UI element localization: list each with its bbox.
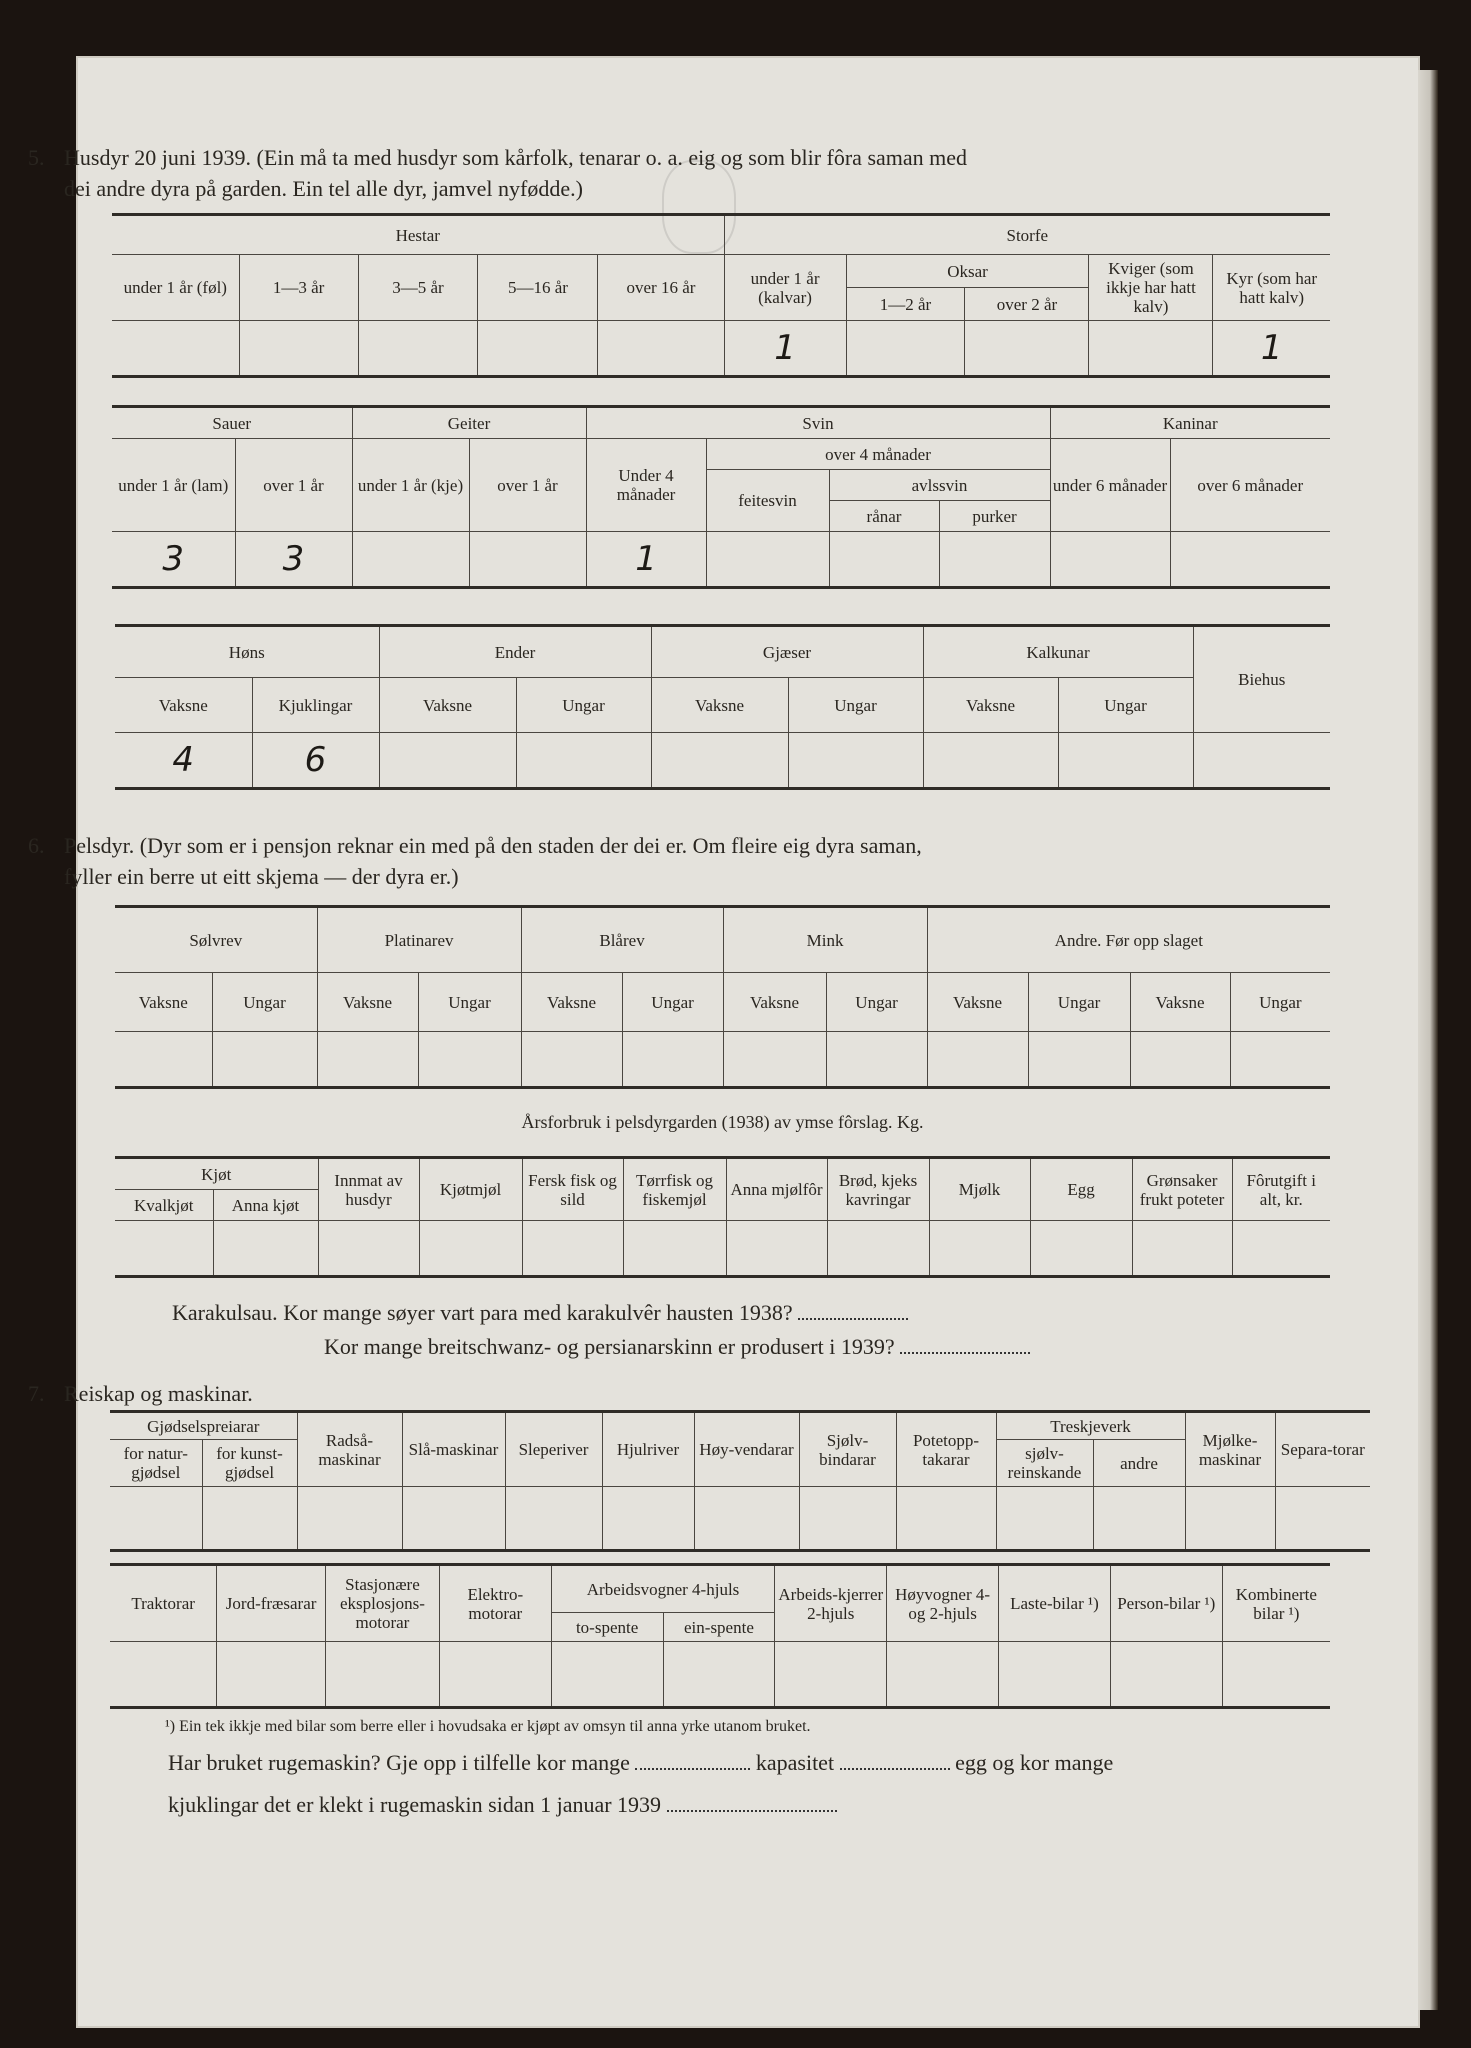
value-cell[interactable] (726, 1221, 827, 1277)
value-cell[interactable] (326, 1642, 440, 1708)
value-cell[interactable] (358, 321, 478, 377)
kjot-header: Kjøt (115, 1158, 318, 1190)
hestar-storfe-table (112, 213, 1330, 378)
karakul-question-2: Kor mange breitschwanz- og persianarskinn er produsert i 1939? (324, 1334, 895, 1359)
egg-header: Egg (1030, 1158, 1132, 1221)
hestar-3-5: 3—5 år (358, 255, 478, 321)
sauer-svin-values-row (112, 532, 1330, 588)
ender-vaksne: Vaksne (379, 678, 516, 733)
value-cell[interactable] (1089, 321, 1213, 377)
hoyvendarar-header: Høy-vendarar (694, 1412, 799, 1487)
torrfisk-header: Tørrfisk og fiskemjøl (623, 1158, 726, 1221)
anna-kjot-header: Anna kjøt (213, 1190, 318, 1221)
andre-vaksne-2: Vaksne (1130, 973, 1230, 1032)
value-cell[interactable] (469, 532, 586, 588)
value-cell[interactable] (1222, 1642, 1330, 1708)
avlssvin: avlssvin (829, 470, 1050, 501)
mjolk-header: Mjølk (929, 1158, 1030, 1221)
forbruk-title: Årsforbruk i pelsdyrgarden (1938) av ymse fôrslag. Kg. (521, 1112, 924, 1132)
section5-heading (28, 142, 1333, 204)
forbruk-table (115, 1156, 1330, 1278)
biehus-header: Biehus (1193, 626, 1330, 733)
value-cell[interactable] (826, 1032, 927, 1088)
value-cell[interactable] (1185, 1487, 1275, 1551)
reiskap-2-values-row (110, 1642, 1330, 1708)
hjulriver-header: Hjulriver (602, 1412, 694, 1487)
kaninar-under6: under 6 månader (1050, 439, 1170, 532)
value-cell[interactable] (419, 1221, 522, 1277)
andre-ungar-2: Ungar (1230, 973, 1330, 1032)
hestar-over16: over 16 år (598, 255, 724, 321)
section5-number: 5. (28, 145, 45, 170)
platinarev-header: Platinarev (317, 907, 521, 973)
value-cell[interactable] (115, 1032, 212, 1088)
section7-number: 7. (28, 1381, 45, 1406)
value-cell[interactable] (217, 1642, 326, 1708)
value-cell[interactable] (551, 1642, 663, 1708)
value-cell[interactable] (352, 532, 469, 588)
value-cell[interactable] (110, 1487, 202, 1551)
value-cell[interactable] (317, 1032, 418, 1088)
value-cell[interactable] (799, 1487, 896, 1551)
value-cell[interactable]: 4 (115, 733, 252, 789)
oksar-header: Oksar (846, 255, 1089, 288)
value-cell[interactable] (522, 1221, 623, 1277)
hestar-storfe-values-row (112, 321, 1330, 377)
section6-number: 6. (28, 833, 45, 858)
value-cell[interactable] (996, 1487, 1093, 1551)
potetopptakarar-header: Potetopp-takarar (896, 1412, 996, 1487)
value-cell[interactable]: 3 (235, 532, 352, 588)
fjorfe-table (115, 624, 1330, 790)
pelsdyr-values-row (115, 1032, 1330, 1088)
value-cell[interactable] (516, 733, 651, 789)
purker: purker (939, 501, 1050, 532)
value-cell[interactable] (418, 1032, 521, 1088)
gronsaker-header: Grønsaker frukt poteter (1132, 1158, 1232, 1221)
value-cell[interactable]: 1 (724, 321, 846, 377)
rugemaskin-block (168, 1746, 1328, 1822)
sauer-over1: over 1 år (235, 439, 352, 532)
reiskap-table-1 (110, 1410, 1365, 1552)
value-cell[interactable] (478, 321, 598, 377)
value-cell[interactable] (829, 532, 939, 588)
geiter-header: Geiter (352, 407, 586, 439)
value-cell[interactable] (439, 1642, 551, 1708)
tospente-header: to-spente (551, 1613, 663, 1642)
value-cell[interactable] (602, 1487, 694, 1551)
elektromotorar-header: Elektro-motorar (439, 1565, 551, 1642)
svin-header: Svin (586, 407, 1050, 439)
geiter-under1: under 1 år (kje) (352, 439, 469, 532)
value-cell[interactable] (1110, 1642, 1222, 1708)
gjodsel-header: Gjødselspreiarar (110, 1412, 297, 1440)
for-kunst-header: for kunst-gjødsel (202, 1440, 297, 1487)
value-cell[interactable] (923, 733, 1058, 789)
value-cell[interactable] (1170, 532, 1330, 588)
feitesvin: feitesvin (706, 470, 829, 532)
for-natur-header: for natur-gjødsel (110, 1440, 202, 1487)
value-cell[interactable] (1093, 1487, 1185, 1551)
kaninar-over6: over 6 månader (1170, 439, 1330, 532)
value-cell[interactable]: 1 (586, 532, 706, 588)
sjolvbindarar-header: Sjølv-bindarar (799, 1412, 896, 1487)
ruge-text-a: Har bruket rugemaskin? Gje opp i tilfelle kor mange (168, 1750, 630, 1775)
section6-line1: Pelsdyr. (Dyr som er i pensjon reknar ein med på den staden der dei er. Om fleire eig dyra saman, (64, 833, 922, 858)
blarev-header: Blårev (521, 907, 723, 973)
jordfresarar-header: Jord-fræsarar (217, 1565, 326, 1642)
gjaeser-vaksne: Vaksne (651, 678, 788, 733)
value-cell[interactable] (939, 532, 1050, 588)
ruge-count-field[interactable] (635, 1768, 750, 1770)
value-cell[interactable] (1230, 1032, 1330, 1088)
platinarev-ungar: Ungar (418, 973, 521, 1032)
value-cell[interactable] (706, 532, 829, 588)
oksar-1-2: 1—2 år (846, 288, 965, 321)
mink-vaksne: Vaksne (723, 973, 826, 1032)
karakul-answer-1[interactable] (798, 1318, 908, 1320)
ruge-text-b: kapasitet (755, 1750, 835, 1775)
value-cell[interactable] (379, 733, 516, 789)
traktorar-header: Traktorar (110, 1565, 217, 1642)
karakul-question-1: Kor mange søyer vart para med karakulvêr hausten 1938? (283, 1300, 793, 1325)
arbeidskjerrer-header: Arbeids-kjerrer 2-hjuls (775, 1565, 887, 1642)
anna-mjolfor-header: Anna mjølfôr (726, 1158, 827, 1221)
value-cell[interactable] (723, 1032, 826, 1088)
value-cell[interactable] (521, 1032, 622, 1088)
kjotmjol-header: Kjøtmjøl (419, 1158, 522, 1221)
value-cell[interactable] (1050, 532, 1170, 588)
value-cell[interactable] (694, 1487, 799, 1551)
kalkunar-ungar: Ungar (1058, 678, 1193, 733)
value-cell[interactable] (110, 1642, 217, 1708)
oksar-over2: over 2 år (965, 288, 1089, 321)
mink-header: Mink (723, 907, 927, 973)
sjolvreinskande-header: sjølv-reinskande (996, 1440, 1093, 1487)
value-cell[interactable] (318, 1221, 419, 1277)
section6-line2: fyller ein berre ut eitt skjema — der dyra er.) (64, 864, 459, 889)
value-cell[interactable] (896, 1487, 996, 1551)
section6-heading (28, 830, 1333, 892)
sauer-header: Sauer (112, 407, 352, 439)
value-cell[interactable] (202, 1487, 297, 1551)
hestar-header: Hestar (112, 215, 724, 255)
kombinerte-header: Kombinerte bilar ¹) (1222, 1565, 1330, 1642)
hoyvogner-header: Høyvogner 4- og 2-hjuls (887, 1565, 999, 1642)
value-cell[interactable] (651, 733, 788, 789)
value-cell[interactable] (788, 733, 923, 789)
section7-heading (28, 1378, 1333, 1409)
value-cell[interactable] (297, 1487, 402, 1551)
value-cell[interactable] (1058, 733, 1193, 789)
lastebilar-header: Laste-bilar ¹) (999, 1565, 1111, 1642)
arbeidsvogner-header: Arbeidsvogner 4-hjuls (551, 1565, 775, 1613)
value-cell[interactable] (1030, 1221, 1132, 1277)
forutgift-header: Fôrutgift i alt, kr. (1232, 1158, 1330, 1221)
value-cell[interactable] (927, 1032, 1028, 1088)
ranar: rånar (829, 501, 939, 532)
value-cell[interactable] (402, 1487, 505, 1551)
reiskap-table-2 (110, 1563, 1330, 1709)
page-edge (1418, 70, 1438, 2010)
andre-header: Andre. Før opp slaget (927, 907, 1330, 973)
personbilar-header: Person-bilar ¹) (1110, 1565, 1222, 1642)
ruge-capacity-field[interactable] (840, 1768, 950, 1770)
treskjeverk-header: Treskjeverk (996, 1412, 1185, 1440)
pelsdyr-table (115, 905, 1330, 1089)
mjolkemaskinar-header: Mjølke-maskinar (1185, 1412, 1275, 1487)
value-cell[interactable] (239, 321, 358, 377)
sla-header: Slå-maskinar (402, 1412, 505, 1487)
ender-ungar: Ungar (516, 678, 651, 733)
karakul-block (172, 1296, 1322, 1364)
value-cell[interactable] (1132, 1221, 1232, 1277)
value-cell[interactable] (1275, 1487, 1370, 1551)
einspente-header: ein-spente (663, 1613, 775, 1642)
innmat-header: Innmat av husdyr (318, 1158, 419, 1221)
kalkunar-vaksne: Vaksne (923, 678, 1058, 733)
value-cell[interactable] (1028, 1032, 1130, 1088)
section5-line2: dei andre dyra på garden. Ein tel alle dyr, jamvel nyfødde.) (64, 176, 583, 201)
ruge-text-d: kjuklingar det er klekt i rugemaskin sidan 1 januar 1939 (168, 1792, 662, 1817)
blarev-vaksne: Vaksne (521, 973, 622, 1032)
solvrev-vaksne: Vaksne (115, 973, 212, 1032)
svin-under4: Under 4 månader (586, 439, 706, 532)
karakul-answer-2[interactable] (900, 1352, 1030, 1354)
andre-ungar-1: Ungar (1028, 973, 1130, 1032)
gjaeser-ungar: Ungar (788, 678, 923, 733)
radsa-header: Radså-maskinar (297, 1412, 402, 1487)
value-cell[interactable] (505, 1487, 602, 1551)
blarev-ungar: Ungar (622, 973, 723, 1032)
hestar-under1: under 1 år (føl) (112, 255, 239, 321)
fersk-fisk-header: Fersk fisk og sild (522, 1158, 623, 1221)
section7-title: Reiskap og maskinar. (64, 1381, 253, 1406)
value-cell[interactable] (846, 321, 965, 377)
ruge-text-c: egg og kor mange (955, 1750, 1114, 1775)
kalkunar-header: Kalkunar (923, 626, 1193, 678)
value-cell[interactable] (887, 1642, 999, 1708)
value-cell[interactable] (212, 1032, 317, 1088)
andre-vaksne-1: Vaksne (927, 973, 1028, 1032)
value-cell[interactable] (622, 1032, 723, 1088)
section5-line1: Husdyr 20 juni 1939. (Ein må ta med husdyr som kårfolk, tenarar o. a. eig og som blir fôra saman med (64, 145, 968, 170)
value-cell[interactable] (827, 1221, 929, 1277)
svin-over4: over 4 månader (706, 439, 1050, 470)
value-cell[interactable] (598, 321, 724, 377)
value-cell[interactable] (213, 1221, 318, 1277)
value-cell[interactable]: 1 (1213, 321, 1330, 377)
geiter-over1: over 1 år (469, 439, 586, 532)
kviger-header: Kviger (som ikkje har hatt kalv) (1089, 255, 1213, 321)
reiskap-1-values-row (110, 1487, 1370, 1551)
ruge-kjuklingar-field[interactable] (667, 1810, 837, 1812)
ender-header: Ender (379, 626, 651, 678)
storfe-header: Storfe (724, 215, 1330, 255)
hons-header: Høns (115, 626, 379, 678)
kaninar-header: Kaninar (1050, 407, 1330, 439)
value-cell[interactable] (929, 1221, 1030, 1277)
value-cell[interactable] (965, 321, 1089, 377)
value-cell[interactable] (1130, 1032, 1230, 1088)
value-cell[interactable] (1232, 1221, 1330, 1277)
sauer-svin-table (112, 405, 1330, 589)
mink-ungar: Ungar (826, 973, 927, 1032)
hons-vaksne: Vaksne (115, 678, 252, 733)
kyr-header: Kyr (som har hatt kalv) (1213, 255, 1330, 321)
platinarev-vaksne: Vaksne (317, 973, 418, 1032)
solvrev-header: Sølvrev (115, 907, 317, 973)
fjorfe-values-row (115, 733, 1330, 789)
value-cell[interactable] (112, 321, 239, 377)
solvrev-ungar: Ungar (212, 973, 317, 1032)
kvalkjot-header: Kvalkjøt (115, 1190, 213, 1221)
sleperiver-header: Sleperiver (505, 1412, 602, 1487)
hons-kjuklingar: Kjuklingar (252, 678, 379, 733)
hestar-1-3: 1—3 år (239, 255, 358, 321)
value-cell[interactable] (1193, 733, 1330, 789)
treskjeverk-andre-header: andre (1093, 1440, 1185, 1487)
hestar-5-16: 5—16 år (478, 255, 598, 321)
brod-header: Brød, kjeks kavringar (827, 1158, 929, 1221)
separatorar-header: Separa-torar (1275, 1412, 1370, 1487)
value-cell[interactable] (623, 1221, 726, 1277)
value-cell[interactable]: 3 (112, 532, 235, 588)
forbruk-values-row (115, 1221, 1330, 1277)
value-cell[interactable] (775, 1642, 887, 1708)
karakul-label: Karakulsau. (172, 1300, 278, 1325)
value-cell[interactable] (663, 1642, 775, 1708)
value-cell[interactable] (999, 1642, 1111, 1708)
storfe-under1: under 1 år (kalvar) (724, 255, 846, 321)
value-cell[interactable]: 6 (252, 733, 379, 789)
sauer-under1: under 1 år (lam) (112, 439, 235, 532)
gjaeser-header: Gjæser (651, 626, 923, 678)
value-cell[interactable] (115, 1221, 213, 1277)
footnote: ¹) Ein tek ikkje med bilar som berre eller i hovudsaka er kjøpt av omsyn til anna yrke utanom bruket. (165, 1718, 811, 1735)
stasjonaere-header: Stasjonære eksplosjons-motorar (326, 1565, 440, 1642)
